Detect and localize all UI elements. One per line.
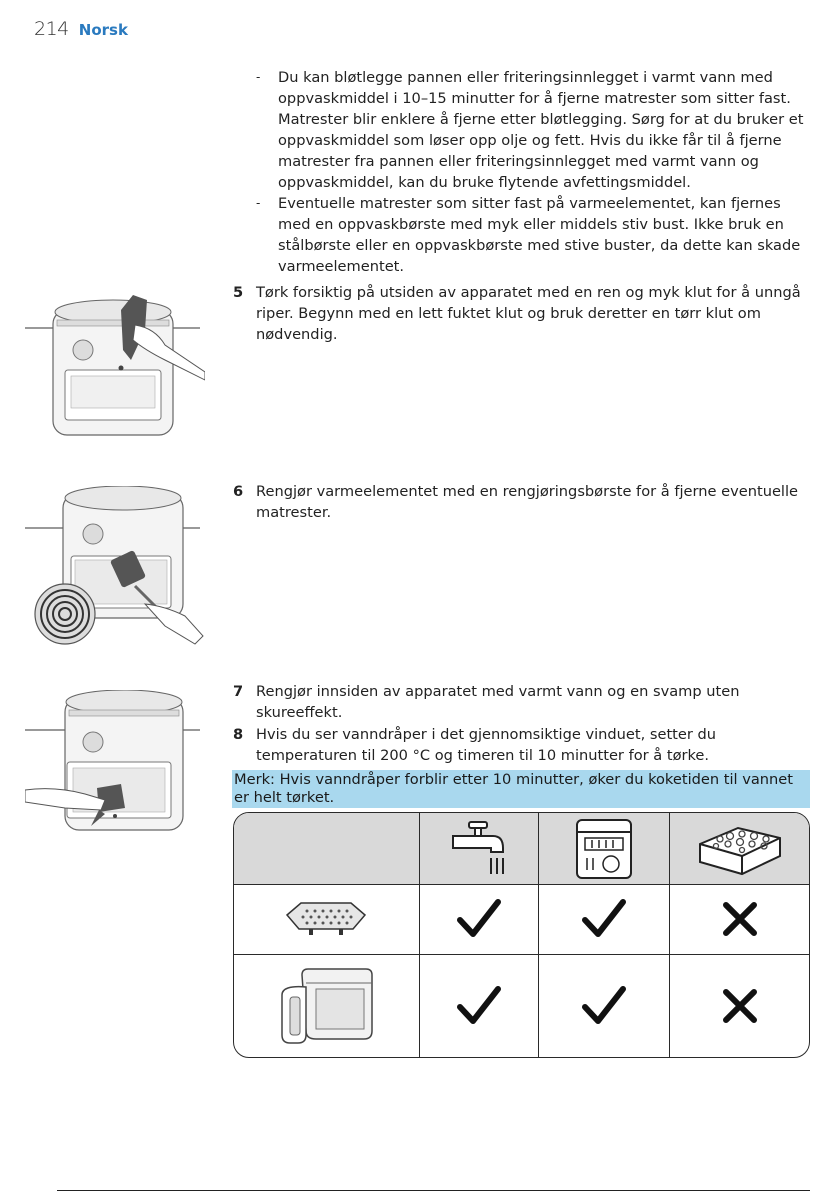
step-number: 5 — [233, 284, 244, 301]
basket-cell — [234, 955, 420, 1057]
check-icon — [582, 898, 626, 940]
step-5-text: Tørk forsiktig på utsiden av apparatet med en ren og myk klut for å unngå riper. Begynn med en lett fuktet klut og bruk deretter en tørr klut om nødvendig. — [256, 284, 801, 343]
step-number: 6 — [233, 483, 244, 500]
bullet-dash: - — [256, 196, 261, 210]
table-header-row — [234, 813, 809, 885]
basket-icon — [276, 965, 376, 1047]
check-icon — [582, 985, 626, 1027]
faucet-header-cell — [420, 813, 540, 884]
check-cell — [539, 955, 670, 1057]
faucet-icon — [449, 820, 509, 878]
step-8-text: Hvis du ser vanndråper i det gjennomsiktige vinduet, setter du temperaturen til 200 °C og timeren til 10 minutter for å tørke. — [256, 726, 717, 764]
check-icon — [457, 985, 501, 1027]
airfryer-wipe-illustration — [25, 290, 205, 440]
sponge-icon — [698, 822, 782, 876]
check-cell — [539, 884, 670, 954]
step-number: 8 — [233, 726, 244, 743]
table-row — [234, 884, 809, 955]
step-7-text: Rengjør innsiden av apparatet med varmt vann og en svamp uten skureeffekt. — [256, 683, 740, 721]
airfryer-brush-illustration — [25, 486, 205, 656]
dishwasher-icon — [575, 818, 633, 880]
cross-icon — [722, 988, 758, 1024]
step-6-text: Rengjør varmeelementet med en rengjøringsbørste for å fjerne eventuelle matrester. — [256, 483, 799, 521]
check-icon — [457, 898, 501, 940]
cross-icon — [722, 901, 758, 937]
bullet-dash: - — [256, 70, 261, 84]
cleaning-compatibility-table — [233, 812, 810, 1058]
bullet-soak: Du kan bløtlegge pannen eller friteringsinnlegget i varmt vann med oppvaskmiddel i 10–15 minutter for å fjerne matrester som sitter fast. Matrester blir enklere å fjerne etter bløtlegging. Sørg for at du bruker et oppvaskmiddel som løser opp olje og fett. Hvis du ikke får til å fjerne matrester fra pannen eller friteringsinnlegget med varmt vann og oppvaskmiddel, kan du bruke flytende avfettingsmiddel. — [278, 69, 804, 191]
table-row — [234, 955, 809, 1057]
check-cell — [420, 884, 540, 954]
note-box: Merk: Hvis vanndråper forblir etter 10 minutter, øker du koketiden til vannet er helt tørket. — [232, 770, 810, 808]
sponge-header-cell — [670, 813, 809, 884]
airfryer-inside-clean-illustration — [25, 690, 205, 840]
crisper-plate-icon — [283, 899, 369, 939]
page-number: 214 — [34, 18, 69, 40]
dishwasher-header-cell — [539, 813, 670, 884]
page-header — [34, 18, 128, 40]
header-empty-cell — [234, 813, 420, 884]
cross-cell — [670, 884, 809, 954]
step-number: 7 — [233, 683, 244, 700]
language-label: Norsk — [78, 21, 128, 39]
bullet-brush: Eventuelle matrester som sitter fast på varmeelementet, kan fjernes med en oppvaskbørste med myk eller middels stiv bust. Ikke bruk en stålbørste eller en oppvaskbørste med stive buster, da dette kan skade varmeelementet. — [278, 195, 801, 275]
cross-cell — [670, 955, 809, 1057]
check-cell — [420, 955, 540, 1057]
crisper-plate-cell — [234, 884, 420, 954]
